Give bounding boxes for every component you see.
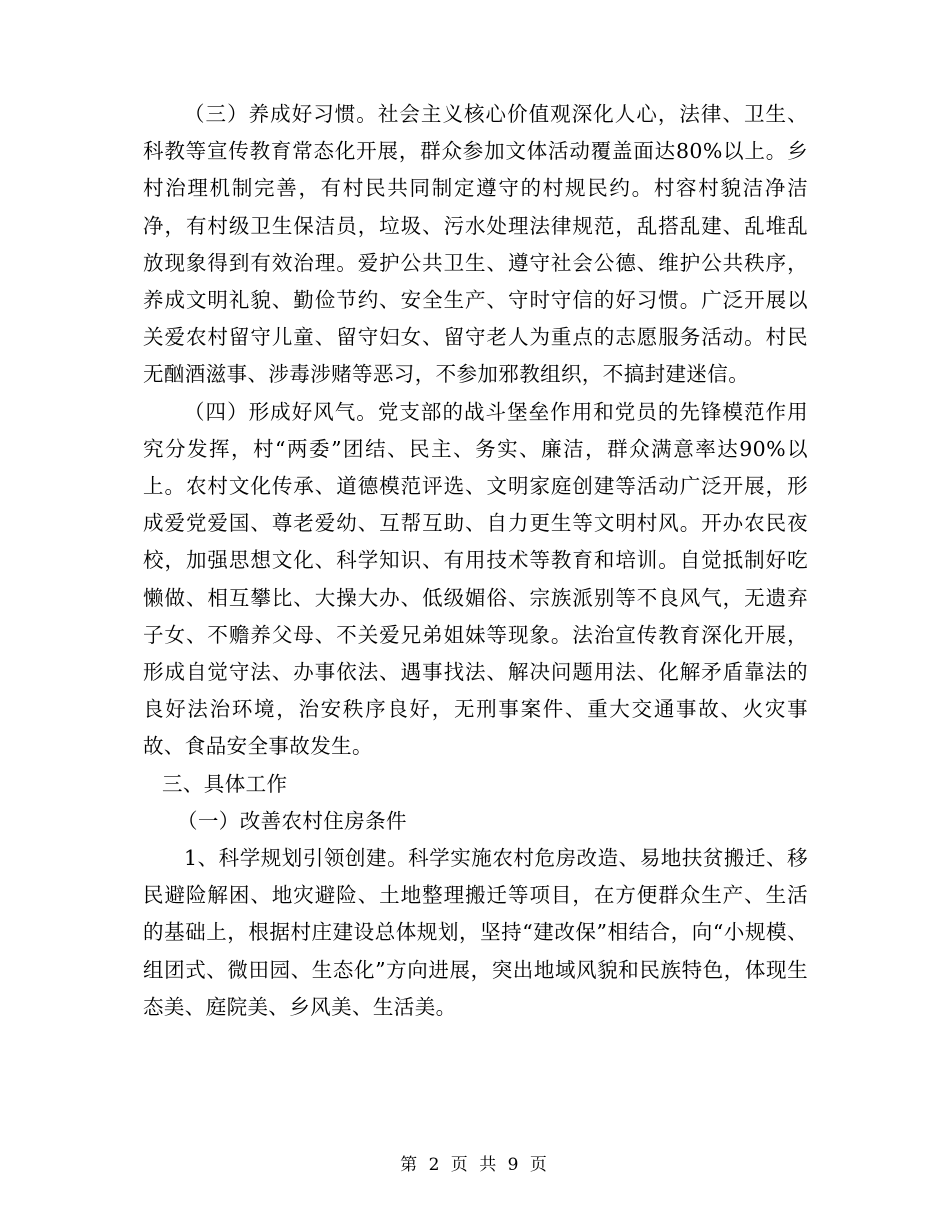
paragraph-good-habits: （三）养成好习惯。社会主义核心价值观深化人心，法律、卫生、科教等宣传教育常态化开展，群众参加文体活动覆盖面达80%以上。乡村治理机制完善，有村民共同制定遵守的村规民约。村容村貌洁净洁净，有村级卫生保洁员，垃圾、污水处理法律规范，乱搭乱建、乱堆乱放现象得到有效治理。爱护公共卫生、遵守社会公德、维护公共秩序，养成文明礼貌、勤俭节约、安全生产、守时守信的好习惯。广泛开展以关爱农村留守儿童、留守妇女、留守老人为重点的志愿服务活动。村民无酗酒滋事、涉毒涉赌等恶习，不参加邪教组织，不搞封建迷信。 — [143, 102, 808, 387]
page-number-footer: 第 2 页 共 9 页 — [400, 1155, 550, 1175]
paragraph-good-atmosphere: （四）形成好风气。党支部的战斗堡垒作用和党员的先锋模范作用究分发挥，村“两委”团结、民主、务实、廉洁，群众满意率达90%以上。农村文化传承、道德模范评选、文明家庭创建等活动广泛开展，形成爱党爱国、尊老爱幼、互帮互助、自力更生等文明村风。开办农民夜校，加强思想文化、科学知识、有用技术等教育和培训。自觉抵制好吃懒做、相互攀比、大操大办、低级媚俗、宗族派别等不良风气，无遗弃子女、不赡养父母、不关爱兄弟姐妹等现象。法治宣传教育深化开展，形成自觉守法、办事依法、遇事找法、解决问题用法、化解矛盾靠法的良好法治环境，治安秩序良好，无刑事案件、重大交通事故、火灾事故、食品安全事故发生。 — [143, 399, 808, 759]
paragraph-planning: 1、科学规划引领创建。科学实施农村危房改造、易地扶贫搬迁、移民避险解困、地灾避险、土地整理搬迁等项目，在方便群众生产、生活的基础上，根据村庄建设总体规划，坚持“建改保”相结合，向“小规模、组团式、微田园、生态化”方向进展，突出地域风貌和民族特色，体现生态美、庭院美、乡风美、生活美。 — [143, 846, 808, 1019]
section-heading-specific-work: 三、具体工作 — [162, 771, 288, 796]
subsection-heading-housing: （一）改善农村住房条件 — [177, 808, 407, 833]
document-body — [143, 96, 808, 1026]
